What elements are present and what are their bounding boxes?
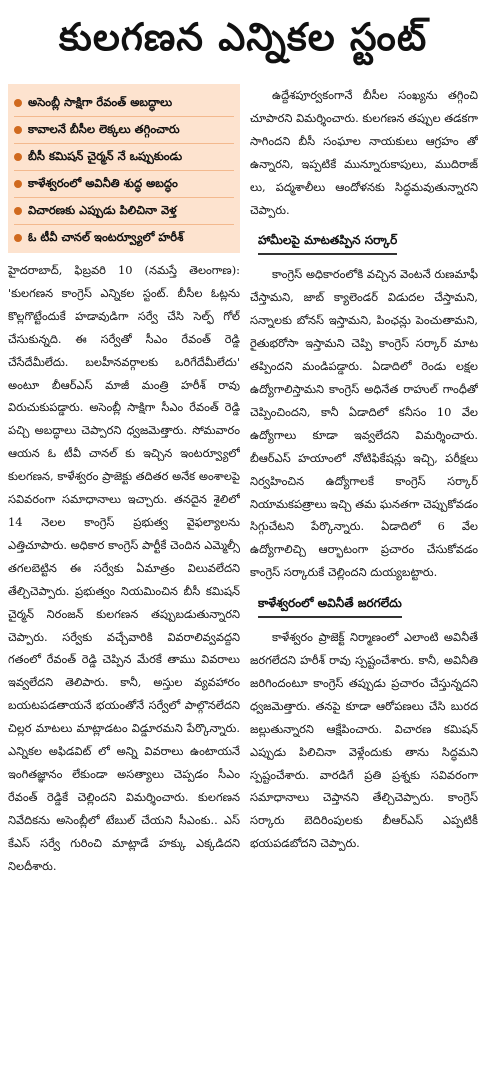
body-paragraph-3: కాళేశ్వరం ప్రాజెక్ట్ నిర్మాణంలో ఎలాంటి అవినీతే జరగలేదని హరీశ్ రావు స్పష్టంచేశారు. కానీ, అవినీతి జరిగిందంటూ కాంగ్రెస్ తప్పుడు ప్రచారం చేస్తున్నదని ధ్వజమెత్తారు. తనపై కూడా ఆరోపణలు చేసి బురద జల్లుతున్నారని ఆక్షేపించారు. విచారణ కమిషన్ ఎప్పుడు పిలిచినా వెళ్లేందుకు తాను సిద్ధమని స్పష్టంచేశారు. వారడిగే ప్రతి ప్రశ్నకు సవివరంగా సమాధానాలు చెప్తానని తేల్చిచెప్పారు. కాంగ్రెస్ సర్కారు బెదిరింపులకు బీఆర్ఎస్ ఎప్పటికీ భయపడబోదని చెప్పారు. [250, 630, 478, 851]
bullet-icon [14, 99, 22, 107]
bullet-icon [14, 126, 22, 134]
highlight-item [14, 225, 234, 251]
left-body-text: హైదరాబాద్, ఫిబ్రవరి 10 (నమస్తే తెలంగాణ): 'కులగణన కాంగ్రెస్ ఎన్నికల స్టంట్. బీసీల ఓట్లను కొల్లగొట్టేందుకే హడావుడిగా సర్వే చేసి సెల్ఫ్ గోల్ చేసుకున్నది. ఈ సర్వేతో సీఎం రేవంత్ రెడ్డి చేసేదేమీలేదు. బలహీనవర్గాలకు ఒరిగేదేమీలేదు' అంటూ బీఆర్ఎస్ మాజీ మంత్రి హరీశ్ రావు విరుచుకుపడ్డారు. అసెంబ్లీ సాక్షిగా సీఎం రేవంత్ రెడ్డి పచ్చి అబద్ధాలు చెప్పారని ధ్వజమెత్తారు. సోమవారం ఆయన ఓ టీవీ చానల్ కు ఇచ్చిన ఇంటర్వ్యూలో కులగణన, కాళేశ్వరం ప్రాజెక్టు తదితర అనేక అంశాలపై సవివరంగా సమాధానాలు ఇచ్చారు. తనదైన శైలిలో 14 నెలల కాంగ్రెస్ ప్రభుత్వ వైఫల్యాలను ఎత్తిచూపారు. అధికార కాంగ్రెస్ పార్టీకే చెందిన ఎమ్మెల్సీ తగలబెట్టిన ఈ సర్వేకు ఏమాత్రం విలువలేదని తేల్చిచెప్పారు. ప్రభుత్వం నియమించిన బీసీ కమిషన్ చైర్మన్ నిరంజన్ కులగణన తప్పుబడుతున్నారని చెప్పారు. సర్వేకు వచ్చేవారికి వివరాలివ్వవద్దని గతంలో రేవంత్ రెడ్డి చెప్పిన మేరకే తాము వివరాలు ఇవ్వలేదని తెలిపారు. కానీ, అస్తుల వ్యవహారం బయటపడతాయనే భయంతోనే సర్వేలో పాల్గొనలేదని చిల్లర మాటలు మాట్లాడటం విడ్డూరమని పేర్కొన్నారు. ఎన్నికల అఫిడవిట్ లో అన్ని వివరాలు ఉంటాయనే ఇంగితజ్ఞానం లేకుండా అసత్యాలు చెప్పడం సీఎం రేవంత్ రెడ్డికే చెల్లిందని విమర్శించారు. కులగణన నివేదికను అసెంబ్లీలో టేబుల్ చేయని సీఎంకు.. ఎస్ కేఎస్ సర్వే గురించి మాట్లాడే హక్కు ఎక్కడిదని నిలదీశారు. [8, 263, 240, 873]
body-paragraph-2: కాంగ్రెస్ అధికారంలోకి వచ్చిన వెంటనే రుణమాఫీ చేస్తామని, జాబ్ క్యాలెండర్ విడుదల చేస్తామని, సన్నాలకు బోనస్ ఇస్తామని, పింఛన్లు పెంచుతామని, రైతుభరోసా ఇస్తామని చెప్పి కాంగ్రెస్ సర్కార్ మాట తప్పిందని మండిపడ్డారు. ఏడాదిలో రెండు లక్షల ఉద్యోగాలిస్తామని కాంగ్రెస్ అధినేత రాహుల్ గాంధీతో చెప్పించిందని, కానీ ఏడాదిలో కనీసం 10 వేల ఉద్యోగాలు కూడా ఇవ్వలేదని విమర్శించారు. బీఆర్ఎస్ హయాంలో నోటిఫికేషన్లు ఇచ్చి, పరీక్షలు నిర్వహించిన ఉద్యోగాలకే కాంగ్రెస్ సర్కార్ నియామకపత్రాలు ఇచ్చి తమ ఘనతగా చెప్పుకోవడం సిగ్గుచేటని పేర్కొన్నారు. ఏడాదిలో 6 వేల ఉద్యోగాలిచ్చి ఆర్భాటంగా ప్రచారం చేసుకోవడం కాంగ్రెస్ సర్కారుకే చెల్లిందని దుయ్యబట్టారు. [250, 267, 478, 580]
highlight-item [14, 90, 234, 117]
subheading-kaleshwaram: కాళేశ్వరంలో అవినీతే జరగలేదు [258, 596, 402, 618]
bullet-icon [14, 234, 22, 242]
highlights-box [8, 84, 240, 253]
article-columns [8, 84, 478, 1072]
subhead-wrap-1 [250, 225, 478, 261]
left-column [8, 84, 240, 1072]
headline: కులగణన ఎన్నికల స్టంట్ [58, 15, 428, 59]
bullet-icon [14, 207, 22, 215]
highlight-item [14, 144, 234, 171]
highlight-item [14, 198, 234, 225]
highlight-item [14, 171, 234, 198]
highlight-text: అసెంబ్లీ సాక్షిగా రేవంత్ అబద్ధాలు [28, 94, 173, 109]
bullet-icon [14, 180, 22, 188]
highlight-text: ఓ టీవీ చానల్ ఇంటర్వ్యూలో హరీశ్ [28, 229, 184, 244]
right-column [250, 84, 478, 1072]
subheading-promises: హామీలపై మాటతప్పిన సర్కార్ [258, 233, 397, 255]
highlight-text: విచారణకు ఎప్పుడు పిలిచినా వెళ్త [28, 202, 177, 217]
highlight-item [14, 117, 234, 144]
body-paragraph-1: ఉద్దేశపూర్వకంగానే బీసీల సంఖ్యను తగ్గించి చూపారని విమర్శించారు. కులగణన తప్పుల తడకగా సాగిందని బీసీ సంఘాల నాయకులు ఆగ్రహం తో ఉన్నారని, ఇప్పటికే మున్నూరుకాపులు, ముదిరాజ్ లు, పద్మశాలీలు ఆందోళనకు సిద్ధమవుతున్నారని చెప్పారు. [250, 88, 478, 217]
highlight-text: కావాలనే బీసీల లెక్కలు తగ్గించారు [28, 121, 180, 136]
bullet-icon [14, 153, 22, 161]
highlight-text: బీసీ కమిషన్ చైర్మన్ నే ఒప్పుకుండు [28, 148, 183, 163]
highlight-text: కాళేశ్వరంలో అవినీతి శుద్ధ అబద్ధం [28, 175, 178, 190]
subhead-wrap-2 [250, 588, 478, 624]
